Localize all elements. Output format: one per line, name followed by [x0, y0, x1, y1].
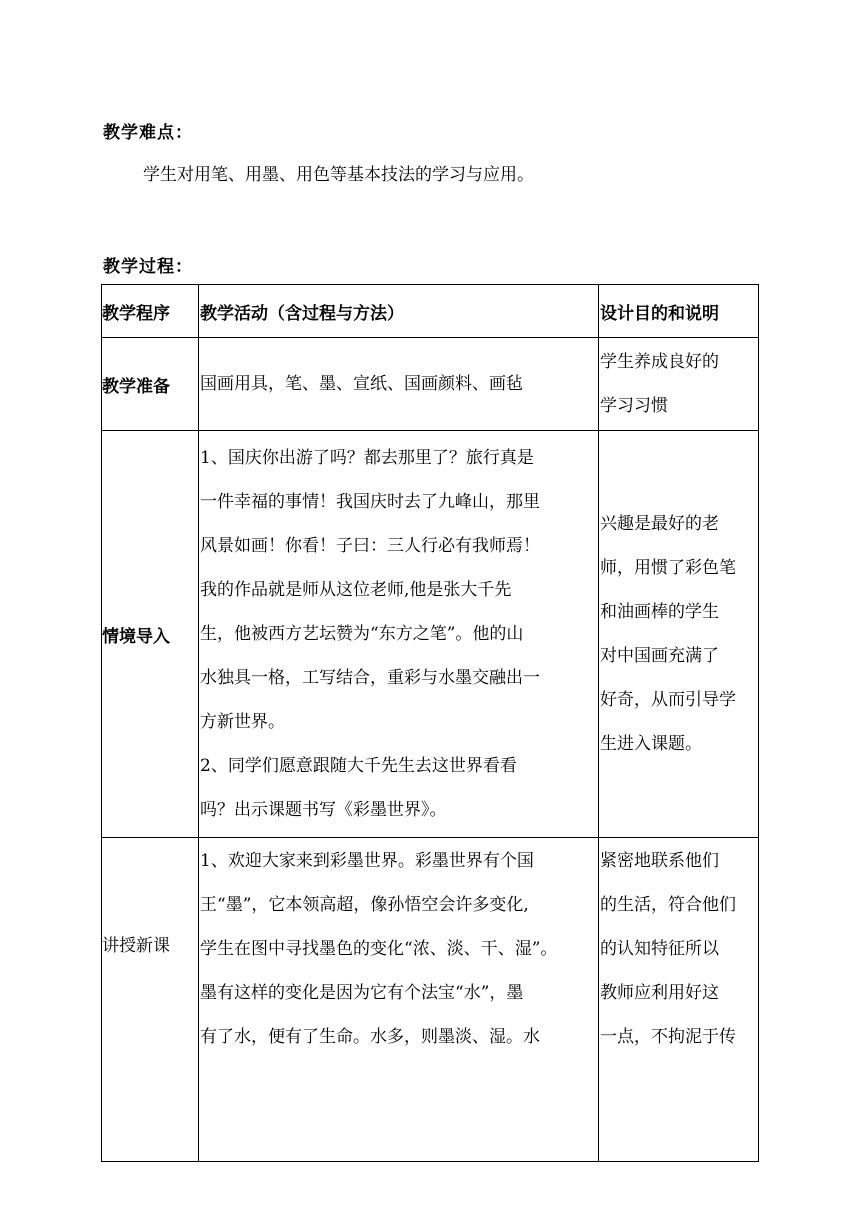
table-row [102, 431, 759, 838]
row-purpose [599, 838, 759, 1162]
activity-line: 王“墨”，它本领高超，像孙悟空会许多变化, [200, 895, 529, 915]
purpose-line: 对中国画充满了 [600, 646, 719, 666]
purpose-line: 和油画棒的学生 [600, 602, 719, 622]
activity-line: 墨有这样的变化是因为它有个法宝“水”，墨 [200, 983, 524, 1003]
table-row [102, 838, 759, 1162]
purpose-line: 紧密地联系他们 [600, 851, 719, 871]
row-stage: 讲授新课 [102, 838, 199, 1162]
activity-line: 有了水，便有了生命。水多，则墨淡、湿。水 [200, 1027, 540, 1047]
table-header-row [102, 285, 759, 338]
purpose-line: 的生活，符合他们 [600, 895, 736, 915]
purpose-line: 学习习惯 [600, 396, 668, 416]
purpose-line: 生进入课题。 [600, 734, 702, 754]
activity-line: 我的作品就是师从这位老师,他是张大千先 [200, 580, 512, 600]
activity-line: 生，他被西方艺坛赞为“东方之笔”。他的山 [200, 624, 524, 644]
table-row [102, 338, 759, 431]
row-purpose [599, 338, 759, 431]
purpose-line: 一点，不拘泥于传 [600, 1027, 736, 1047]
row-activity [199, 338, 599, 431]
row-purpose [599, 431, 759, 838]
purpose-line: 教师应利用好这 [600, 983, 719, 1003]
lesson-table [101, 284, 759, 1162]
difficulty-heading: 教学难点： [103, 123, 193, 143]
purpose-line: 兴趣是最好的老 [600, 514, 719, 534]
activity-line: 1、国庆你出游了吗？都去那里了？旅行真是 [200, 448, 534, 468]
row-activity [199, 838, 599, 1162]
process-heading: 教学过程： [103, 257, 193, 277]
row-stage: 教学准备 [102, 338, 199, 431]
difficulty-text: 学生对用笔、用墨、用色等基本技法的学习与应用。 [143, 165, 534, 185]
activity-line: 国画用具，笔、墨、宣纸、国画颜料、画毡 [200, 374, 523, 394]
row-activity [199, 431, 599, 838]
header-purpose: 设计目的和说明 [599, 285, 759, 338]
activity-line: 水独具一格，工写结合，重彩与水墨交融出一 [200, 668, 540, 688]
activity-line: 学生在图中寻找墨色的变化“浓、淡、干、湿”。 [200, 939, 558, 959]
header-stage: 教学程序 [102, 285, 199, 338]
activity-line: 一件幸福的事情！我国庆时去了九峰山，那里 [200, 492, 540, 512]
purpose-line: 师，用惯了彩色笔 [600, 558, 736, 578]
purpose-line: 好奇，从而引导学 [600, 690, 736, 710]
row-stage: 情境导入 [102, 431, 199, 838]
purpose-line: 学生养成良好的 [600, 352, 719, 372]
activity-line: 2、同学们愿意跟随大千先生去这世界看看 [200, 756, 517, 776]
activity-line: 风景如画！你看！子曰：三人行必有我师焉！ [200, 536, 540, 556]
purpose-line: 的认知特征所以 [600, 939, 719, 959]
header-activity: 教学活动（含过程与方法） [199, 285, 599, 338]
activity-line: 吗？出示课题书写《彩墨世界》。 [200, 800, 447, 820]
activity-line: 1、欢迎大家来到彩墨世界。彩墨世界有个国 [200, 851, 534, 871]
activity-line: 方新世界。 [200, 712, 285, 732]
